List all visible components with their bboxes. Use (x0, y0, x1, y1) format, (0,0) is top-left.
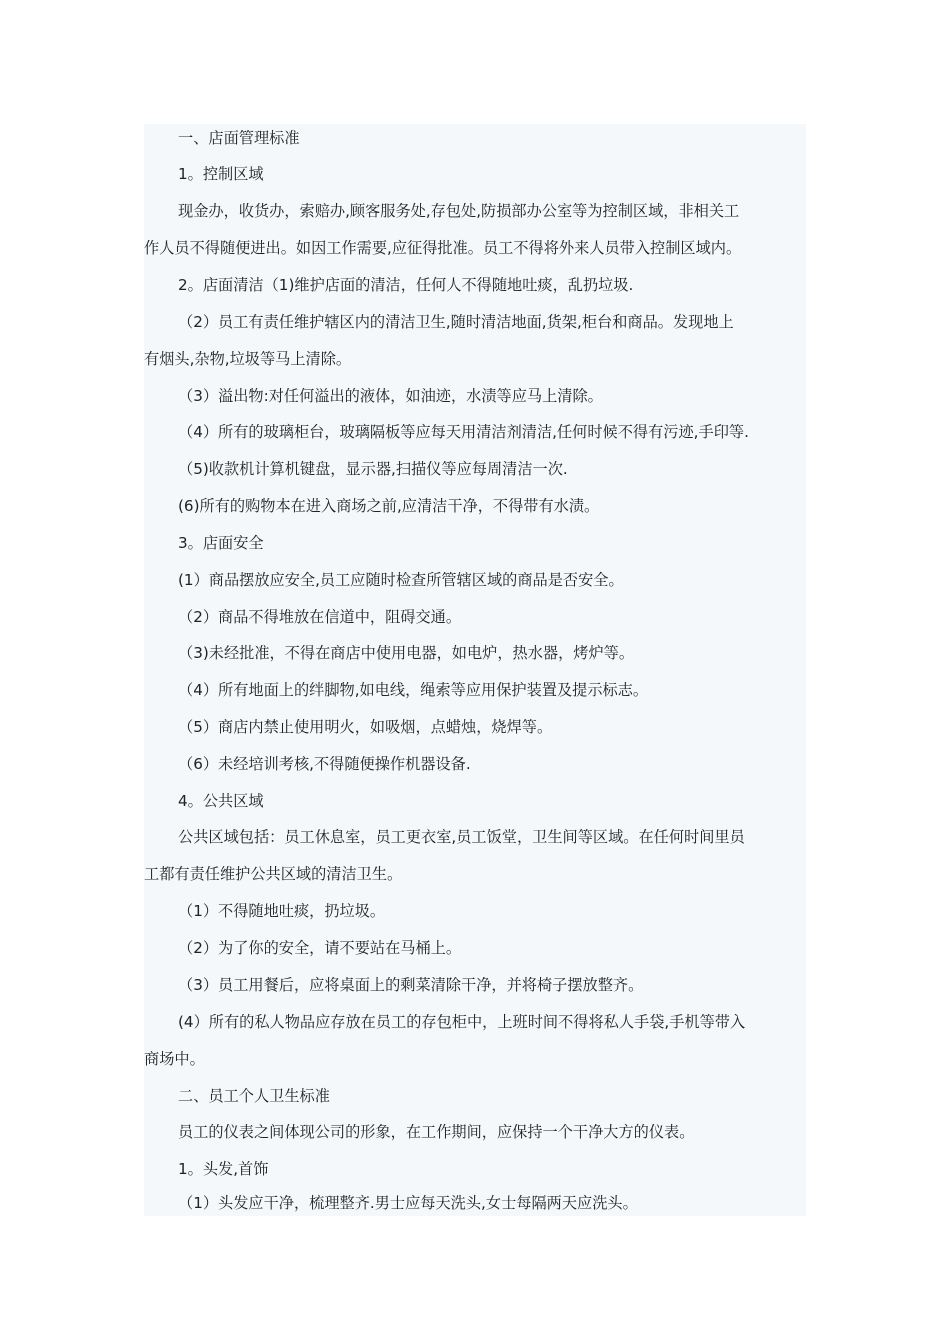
paragraph-line: （2）员工有责任维护辖区内的清洁卫生,随时清洁地面,货架,柜台和商品。发现地上 (178, 313, 734, 331)
paragraph-line: （6）未经培训考核,不得随便操作机器设备. (178, 755, 471, 773)
subheading-hair-jewelry: 1。头发,首饰 (178, 1160, 269, 1178)
paragraph-line: （3)未经批准，不得在商店中使用电器，如电炉，热水器，烤炉等。 (178, 644, 635, 662)
paragraph-line: (6)所有的购物本在进入商场之前,应清洁干净，不得带有水渍。 (178, 497, 600, 515)
paragraph-line: （2）商品不得堆放在信道中，阻碍交通。 (178, 608, 462, 626)
paragraph-line: （1）不得随地吐痰，扔垃圾。 (178, 902, 386, 920)
subheading-store-safety: 3。店面安全 (178, 534, 264, 552)
document-body (144, 124, 806, 1216)
paragraph-line: 员工的仪表之间体现公司的形象，在工作期间，应保持一个干净大方的仪表。 (178, 1123, 695, 1141)
paragraph-line: 作人员不得随便进出。如因工作需要,应征得批准。员工不得将外来人员带入控制区域内。 (144, 239, 742, 257)
paragraph-line: （5)收款机计算机键盘，显示器,扫描仪等应每周清洁一次. (178, 460, 568, 478)
paragraph-line: （3）溢出物:对任何溢出的液体，如油迹，水渍等应马上清除。 (178, 387, 603, 405)
paragraph-line: 商场中。 (144, 1050, 205, 1068)
paragraph-line: (4）所有的私人物品应存放在员工的存包柜中，上班时间不得将私人手袋,手机等带入 (178, 1013, 746, 1031)
paragraph-line: （4）所有的玻璃柜台，玻璃隔板等应每天用清洁剂清洁,任何时候不得有污迹,手印等. (178, 423, 749, 441)
paragraph-line: （5）商店内禁止使用明火，如吸烟，点蜡烛，烧焊等。 (178, 718, 553, 736)
section-heading-store-management: 一、店面管理标准 (178, 129, 300, 147)
paragraph-line: 现金办，收货办，索赔办,顾客服务处,存包处,防损部办公室等为控制区域，非相关工 (178, 202, 740, 220)
paragraph-line: 工都有责任维护公共区域的清洁卫生。 (144, 865, 403, 883)
section-heading-personal-hygiene: 二、员工个人卫生标准 (178, 1087, 330, 1105)
subheading-public-area: 4。公共区域 (178, 792, 264, 810)
subheading-store-cleaning: 2。店面清洁（1)维护店面的清洁，任何人不得随地吐痰，乱扔垃圾. (178, 276, 634, 294)
paragraph-line: （4）所有地面上的绊脚物,如电线，绳索等应用保护装置及提示标志。 (178, 681, 649, 699)
subheading-control-area: 1。控制区域 (178, 165, 264, 183)
paragraph-line: （2）为了你的安全，请不要站在马桶上。 (178, 939, 462, 957)
paragraph-line: （1）头发应干净，梳理整齐.男士应每天洗头,女士每隔两天应洗头。 (178, 1194, 638, 1212)
paragraph-line: （3）员工用餐后，应将桌面上的剩菜清除干净，并将椅子摆放整齐。 (178, 976, 644, 994)
paragraph-line: 公共区域包括：员工休息室，员工更衣室,员工饭堂，卫生间等区域。在任何时间里员 (178, 828, 745, 846)
paragraph-line: (1）商品摆放应安全,员工应随时检查所管辖区域的商品是否安全。 (178, 571, 624, 589)
paragraph-line: 有烟头,杂物,垃圾等马上清除。 (144, 350, 352, 368)
